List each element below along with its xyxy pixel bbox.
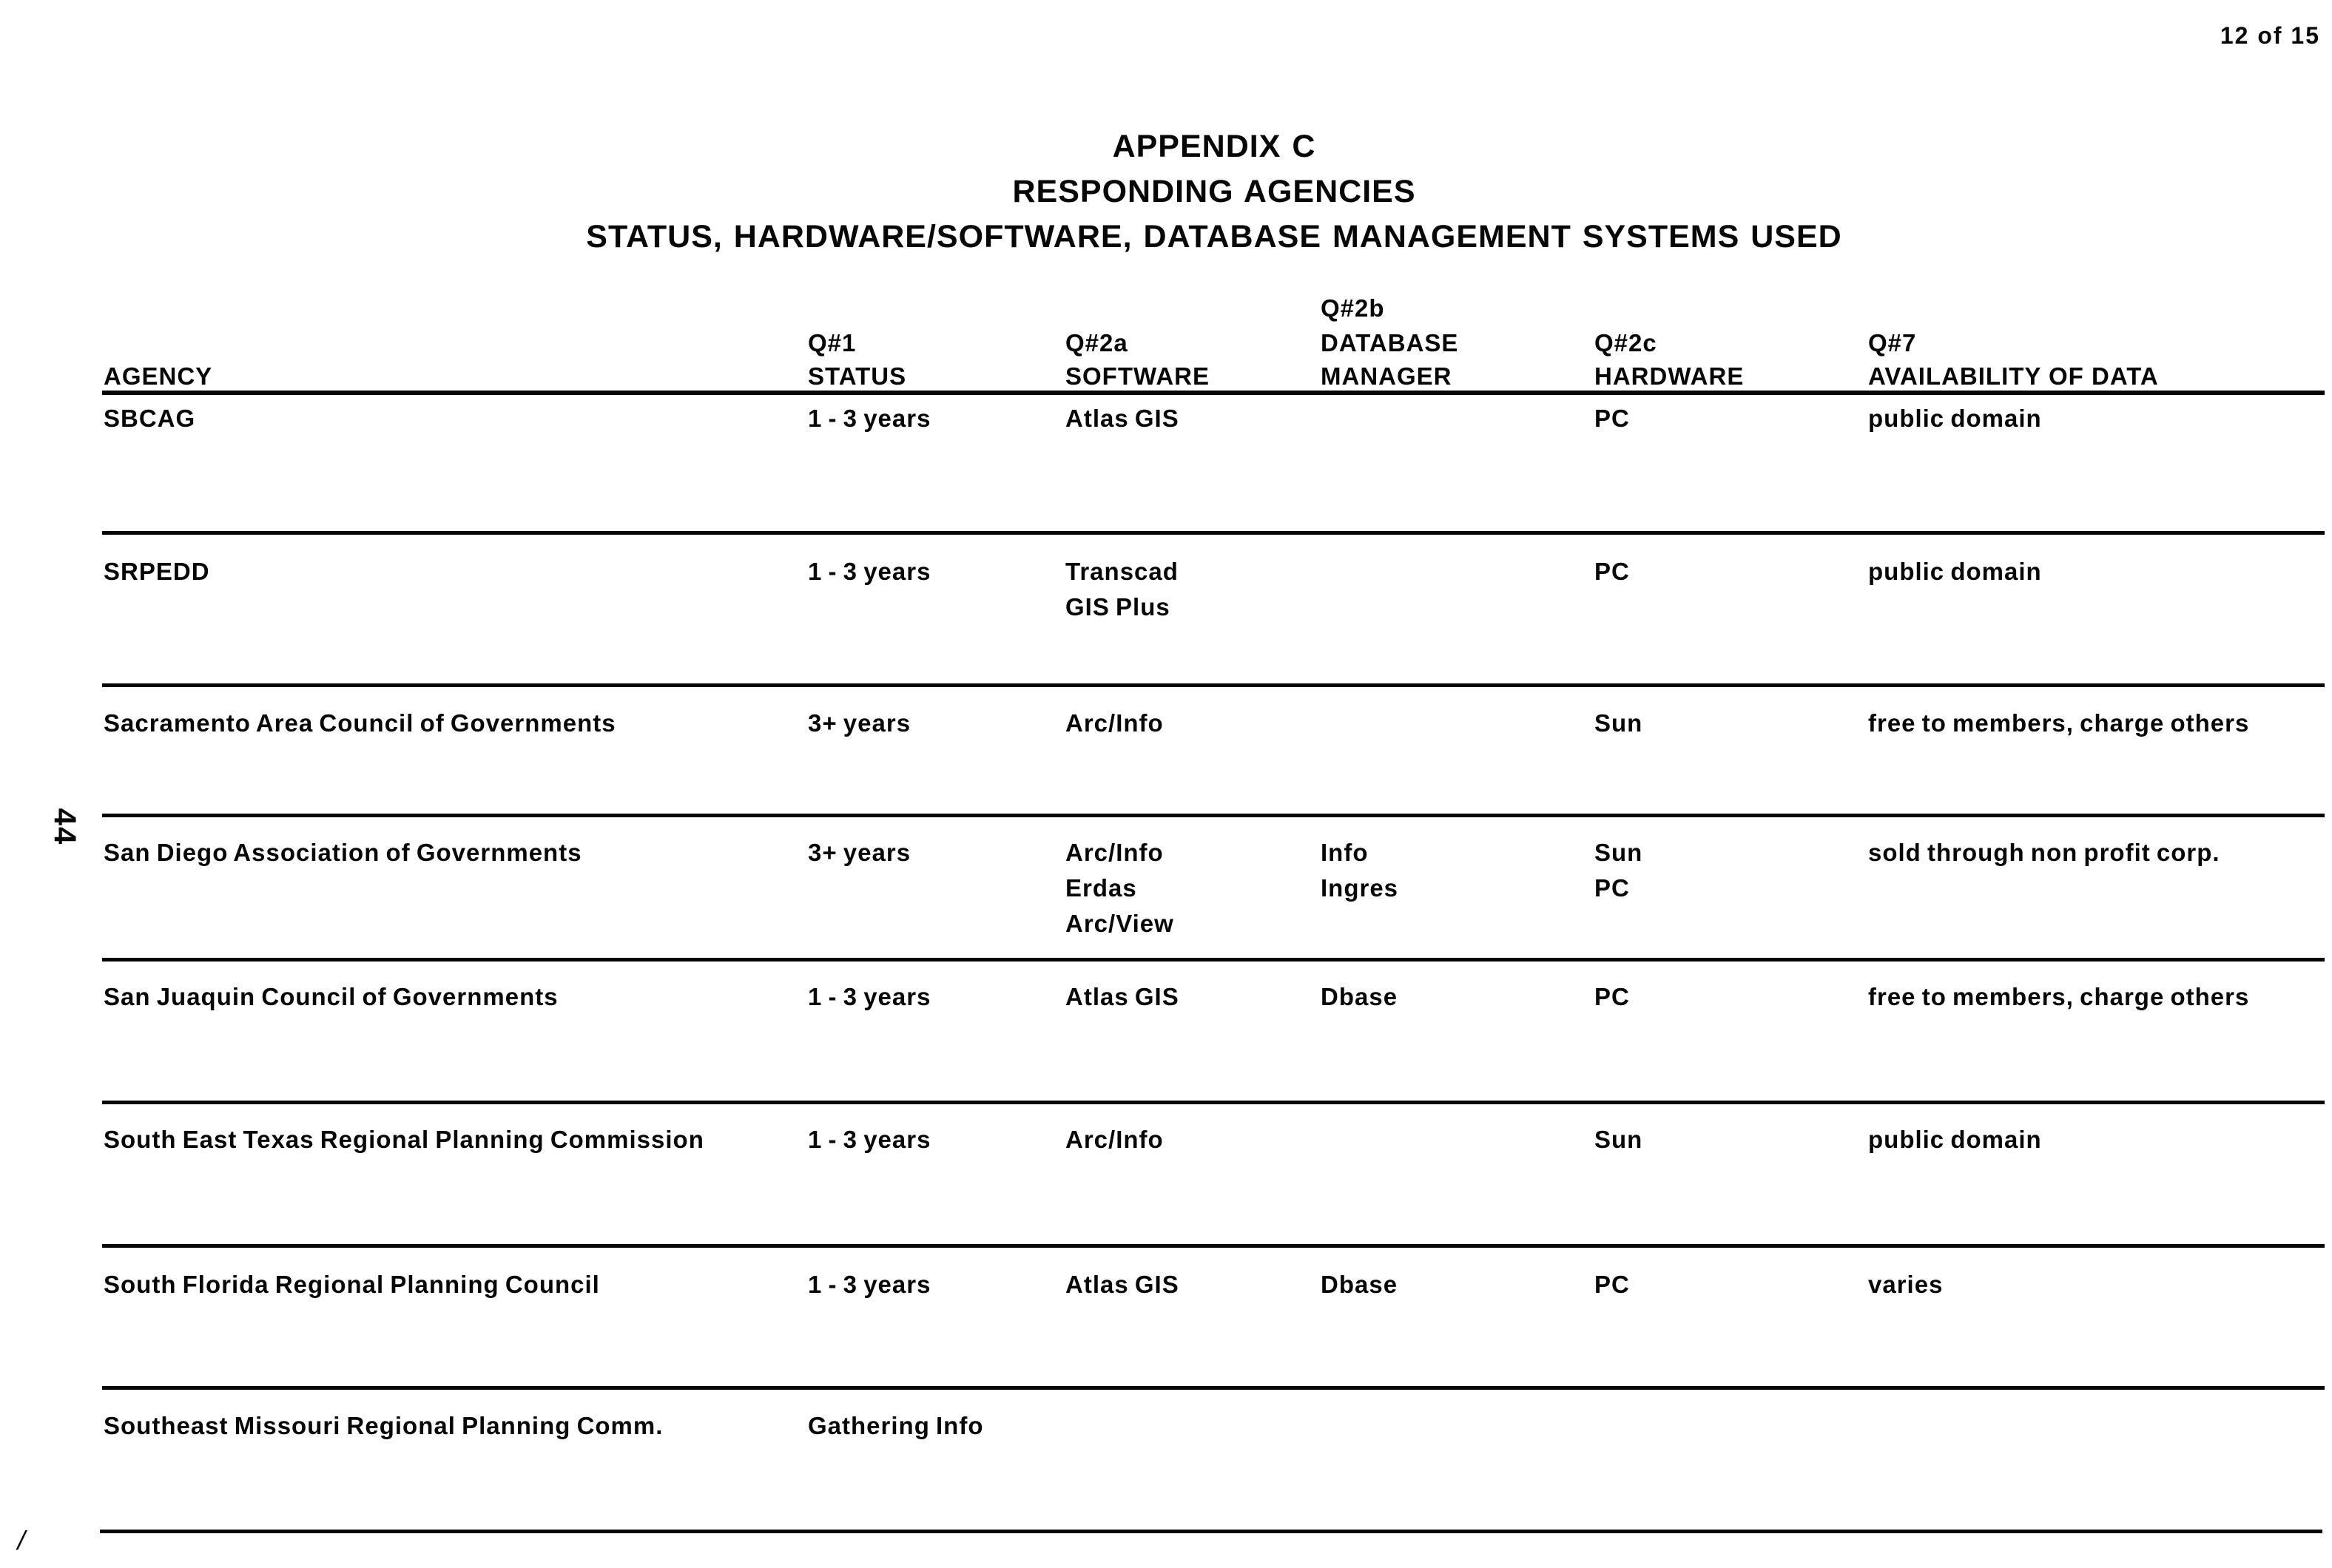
column-header-q2a: Q#2a <box>1065 329 1128 356</box>
software-line: Arc/View <box>1065 910 1174 937</box>
software-line: Arc/Info <box>1065 709 1164 737</box>
cell-availability: varies <box>1868 1271 1944 1298</box>
software-line: Arc/Info <box>1065 839 1164 866</box>
column-header-q1: Q#1 <box>808 329 857 356</box>
column-header-status: STATUS <box>808 362 907 390</box>
cell-availability: free to members, charge others <box>1868 983 2250 1010</box>
column-header-availability: AVAILABILITY OF DATA <box>1868 362 2159 390</box>
software-line: Transcad <box>1065 558 1179 585</box>
database-line: Ingres <box>1321 874 1399 902</box>
column-header-q7: Q#7 <box>1868 329 1917 356</box>
cell-status: 3+ years <box>808 839 911 866</box>
title-line-subject: STATUS, HARDWARE/SOFTWARE, DATABASE MANAGEMENT SYSTEMS USED <box>586 219 1842 254</box>
software-line: GIS Plus <box>1065 593 1170 621</box>
hardware-line: PC <box>1594 558 1630 585</box>
column-header-hardware: HARDWARE <box>1594 362 1745 390</box>
hardware-line: Sun <box>1594 709 1643 737</box>
cell-database-manager <box>1321 979 1398 1015</box>
software-line: Erdas <box>1065 874 1137 902</box>
table-rule <box>102 958 2325 962</box>
database-line: Info <box>1321 839 1369 866</box>
document-title <box>104 124 2325 260</box>
cell-database-manager <box>1321 1267 1398 1302</box>
cell-status: 3+ years <box>808 709 911 737</box>
cell-status: 1 - 3 years <box>808 405 931 432</box>
table-rule <box>102 1386 2325 1390</box>
cell-availability: public domain <box>1868 558 2042 585</box>
table-rule <box>102 814 2325 817</box>
cell-availability: free to members, charge others <box>1868 709 2250 737</box>
cell-software <box>1065 1122 1164 1158</box>
table-rule <box>102 1101 2325 1104</box>
cell-software <box>1065 401 1179 436</box>
cell-availability: public domain <box>1868 405 2042 432</box>
cell-hardware <box>1594 554 1630 589</box>
title-line-appendix: APPENDIX C <box>1112 129 1316 164</box>
cell-hardware <box>1594 1267 1630 1302</box>
cell-agency: South Florida Regional Planning Council <box>104 1271 600 1298</box>
cell-software <box>1065 706 1164 741</box>
hardware-line: PC <box>1594 405 1630 432</box>
cell-availability: public domain <box>1868 1126 2042 1153</box>
software-line: Arc/Info <box>1065 1126 1164 1153</box>
cell-agency: SRPEDD <box>104 558 210 585</box>
table-rule <box>102 391 2325 395</box>
table-rule <box>100 1530 2322 1533</box>
cell-availability: sold through non profit corp. <box>1868 839 2220 866</box>
rotated-margin-page-number: 44 <box>47 808 83 846</box>
database-line: Dbase <box>1321 1271 1398 1298</box>
software-line: Atlas GIS <box>1065 983 1179 1010</box>
hardware-line: Sun <box>1594 1126 1643 1153</box>
software-line: Atlas GIS <box>1065 1271 1179 1298</box>
cell-hardware <box>1594 1122 1642 1158</box>
cell-agency: South East Texas Regional Planning Commission <box>104 1126 704 1153</box>
table-rule <box>102 683 2325 687</box>
cell-software <box>1065 835 1174 942</box>
cell-hardware <box>1594 706 1642 741</box>
cell-agency: San Diego Association of Governments <box>104 839 582 866</box>
column-header-software: SOFTWARE <box>1065 362 1210 390</box>
table-rule <box>102 531 2325 535</box>
cell-agency: Southeast Missouri Regional Planning Comm. <box>104 1412 664 1439</box>
cell-status: 1 - 3 years <box>808 983 931 1010</box>
column-header-q2b: Q#2b <box>1321 294 1385 322</box>
cell-status: 1 - 3 years <box>808 558 931 585</box>
cell-database-manager <box>1321 835 1398 906</box>
cell-hardware <box>1594 979 1630 1015</box>
cell-status: Gathering Info <box>808 1412 984 1439</box>
column-header-manager: MANAGER <box>1321 362 1452 390</box>
hardware-line: PC <box>1594 1271 1630 1298</box>
cell-status: 1 - 3 years <box>808 1271 931 1298</box>
table-rule <box>102 1244 2325 1248</box>
column-header-database: DATABASE <box>1321 329 1459 356</box>
stray-scan-mark: / <box>14 1525 29 1555</box>
cell-status: 1 - 3 years <box>808 1126 931 1153</box>
hardware-line: PC <box>1594 874 1630 902</box>
cell-agency: Sacramento Area Council of Governments <box>104 709 616 737</box>
cell-agency: San Juaquin Council of Governments <box>104 983 559 1010</box>
title-line-agencies: RESPONDING AGENCIES <box>1012 174 1416 209</box>
hardware-line: Sun <box>1594 839 1643 866</box>
column-header-agency: AGENCY <box>104 362 213 390</box>
cell-software <box>1065 979 1179 1015</box>
column-header-q2c: Q#2c <box>1594 329 1657 356</box>
software-line: Atlas GIS <box>1065 405 1179 432</box>
cell-hardware <box>1594 835 1642 906</box>
database-line: Dbase <box>1321 983 1398 1010</box>
page-counter: 12 of 15 <box>2220 22 2320 49</box>
hardware-line: PC <box>1594 983 1630 1010</box>
cell-software <box>1065 554 1179 625</box>
cell-hardware <box>1594 401 1630 436</box>
cell-agency: SBCAG <box>104 405 196 432</box>
cell-software <box>1065 1267 1179 1302</box>
